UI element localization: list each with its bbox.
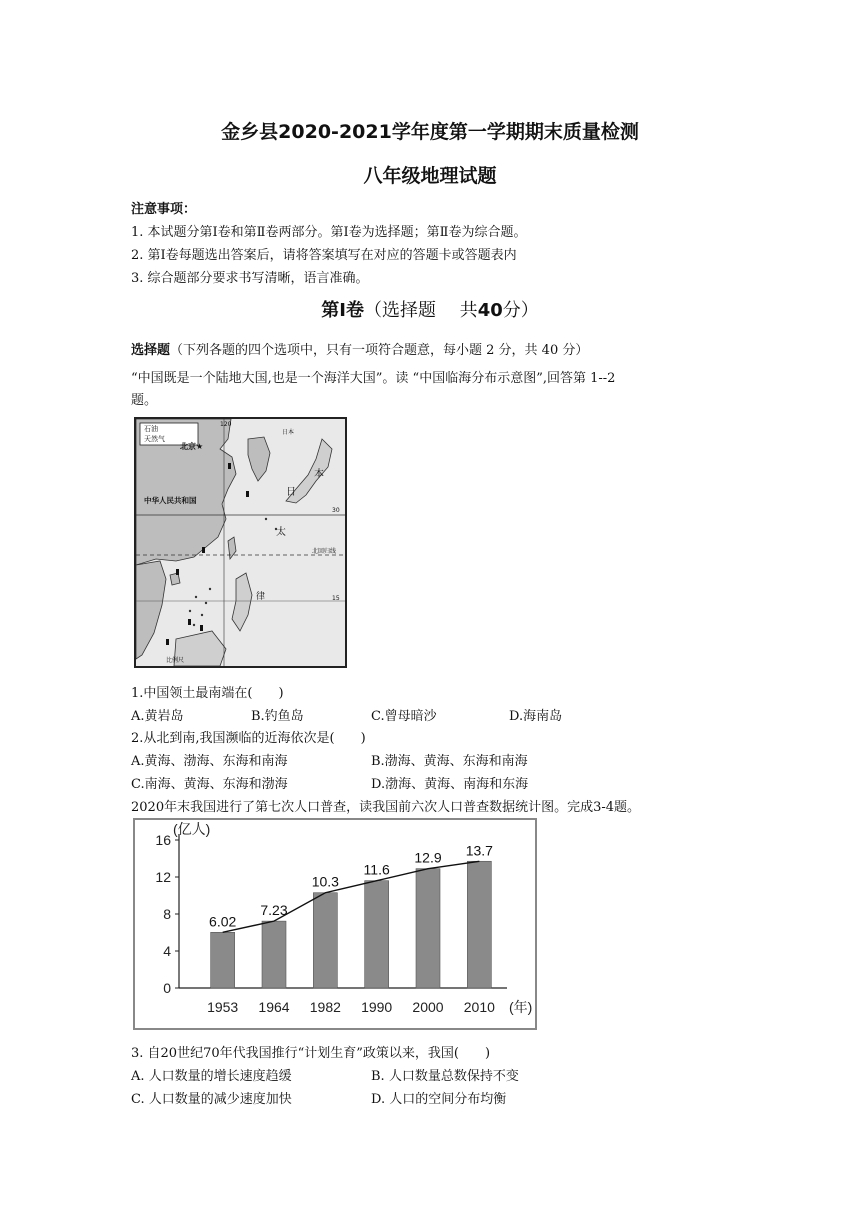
china-seas-map xyxy=(134,417,347,668)
y-tick-label: 12 xyxy=(155,869,171,885)
q2-option-b: B.渤海、黄海、东海和南海 xyxy=(371,754,528,769)
y-tick-label: 4 xyxy=(163,943,171,959)
x-tick-label: 2000 xyxy=(412,999,444,1015)
exam-title: 金乡县2020-2021学年度第一学期期末质量检测 xyxy=(221,121,639,143)
q3-option-c: C. 人口数量的减少速度加快 xyxy=(131,1092,292,1107)
taiwan-shape xyxy=(228,537,236,559)
map-country: 中华人民共和国 xyxy=(144,496,197,505)
instructions-text: （下列各题的四个选项中，只有一项符合题意，每小题 2 分，共 40 分） xyxy=(170,343,589,358)
map-lon-120: 120 xyxy=(220,421,232,428)
legend-oil: 石油 xyxy=(144,425,158,433)
q3-stem: 3. 自20世纪70年代我国推行“计划生育”政策以来，我国( ) xyxy=(131,1046,491,1061)
data-label: 11.6 xyxy=(363,861,390,878)
y-axis-label: (亿人) xyxy=(173,821,211,837)
q3-option-d: D. 人口的空间分布均衡 xyxy=(371,1092,507,1107)
y-tick-label: 16 xyxy=(155,832,171,848)
population-chart-svg xyxy=(135,820,535,1028)
q2-option-a: A.黄海、渤海、东海和南海 xyxy=(131,754,288,769)
korea-shape xyxy=(248,437,270,481)
q1-option-d: D.海南岛 xyxy=(509,709,563,724)
q1-stem: 1.中国领土最南端在( ) xyxy=(131,686,284,701)
note-1: 1. 本试题分第Ⅰ卷和第Ⅱ卷两部分。第Ⅰ卷为选择题；第Ⅱ卷为综合题。 xyxy=(131,225,527,240)
map-beijing: 北京★ xyxy=(180,442,204,451)
q2-option-c: C.南海、黄海、东海和渤海 xyxy=(131,777,288,792)
section-title xyxy=(0,296,860,322)
x-tick-label: 1964 xyxy=(258,999,290,1015)
q1-option-c: C.曾母暗沙 xyxy=(371,709,437,724)
map-scale: 比例尺 xyxy=(166,657,185,664)
section-title-b: （选择题 共 xyxy=(363,300,478,321)
note-2: 2. 第Ⅰ卷每题选出答案后，请将答案填写在对应的答题卡或答题表内 xyxy=(131,248,517,263)
bar xyxy=(416,869,440,988)
bar xyxy=(365,881,389,988)
legend-gas: 天然气 xyxy=(144,435,165,443)
x-axis-label: (年) xyxy=(509,999,533,1015)
data-label: 7.23 xyxy=(260,902,288,919)
map-ben: 本 xyxy=(314,469,324,480)
q1-option-a: A.黄岩岛 xyxy=(131,709,184,724)
map-tai: 太 xyxy=(276,527,286,538)
x-tick-label: 1982 xyxy=(309,999,341,1015)
bar xyxy=(313,893,337,988)
population-chart xyxy=(133,818,537,1030)
intro1-line2: 题。 xyxy=(131,393,158,408)
notes-heading: 注意事项： xyxy=(131,202,197,217)
bar xyxy=(262,921,286,988)
intro2: 2020年末我国进行了第七次人口普查，读我国前六次人口普查数据统计图。完成3-4题。 xyxy=(131,800,641,815)
exam-subtitle: 八年级地理试题 xyxy=(363,165,497,187)
bar xyxy=(211,932,235,988)
trend-line xyxy=(223,861,480,932)
philippines-shape xyxy=(232,573,252,631)
data-label: 10.3 xyxy=(311,873,339,890)
indochina-shape xyxy=(136,561,166,659)
section-title-a: 第Ⅰ卷 xyxy=(321,300,364,321)
bar xyxy=(467,861,491,988)
q1-option-b: B.钓鱼岛 xyxy=(251,709,304,724)
section-title-d: 分） xyxy=(502,300,539,321)
x-tick-label: 1990 xyxy=(361,999,393,1015)
map-lv: 律 xyxy=(256,592,266,602)
instructions xyxy=(131,339,588,358)
q2-option-d: D.渤海、黄海、南海和东海 xyxy=(371,777,529,792)
q3-option-b: B. 人口数量总数保持不变 xyxy=(371,1069,519,1084)
map-svg xyxy=(136,419,345,666)
note-3: 3. 综合题部分要求书写清晰，语言准确。 xyxy=(131,271,369,286)
x-tick-label: 1953 xyxy=(207,999,239,1015)
q2-stem: 2.从北到南,我国濒临的近海依次是( ) xyxy=(131,731,366,746)
q3-option-a: A. 人口数量的增长速度趋缓 xyxy=(131,1069,292,1084)
data-label: 6.02 xyxy=(209,913,237,930)
data-label: 12.9 xyxy=(414,849,442,866)
map-lat-30: 30 xyxy=(332,507,340,514)
map-lat-15: 15 xyxy=(332,595,340,602)
map-ri: 日 xyxy=(286,487,296,498)
intro1-line1: “中国既是一个陆地大国,也是一个海洋大国”。读 “中国临海分布示意图”,回答第 1--2 xyxy=(131,371,616,386)
y-tick-label: 8 xyxy=(163,906,171,922)
instructions-label: 选择题 xyxy=(131,343,171,358)
x-tick-label: 2010 xyxy=(463,999,495,1015)
section-title-c: 40 xyxy=(477,300,503,321)
y-tick-label: 0 xyxy=(163,980,171,996)
map-tropic: 北回归线 xyxy=(312,548,337,555)
map-island-ri: 日本 xyxy=(282,429,295,436)
data-label: 13.7 xyxy=(465,842,493,859)
